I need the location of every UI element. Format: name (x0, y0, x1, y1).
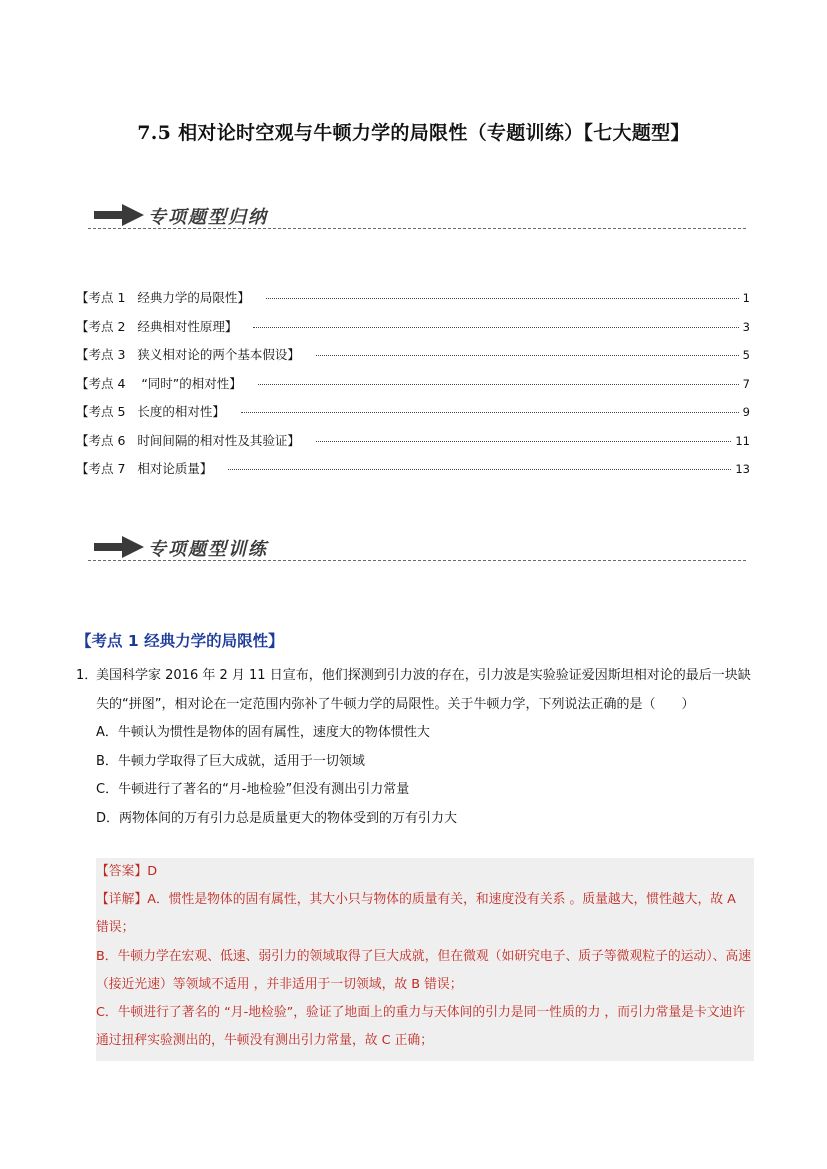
arrow-icon (94, 204, 144, 230)
banner-label: 专项题型归纳 (148, 207, 268, 228)
toc-item[interactable]: 【考点 2 经典相对性原理】 3 (76, 318, 750, 334)
detail-b: B．牛顿力学在宏观、低速、弱引力的领域取得了巨大成就，但在微观（如研究电子、质子等微观粒子的运动）、高速（接近光速）等领域不适用 ，并非适用于一切领域，故 B 错误； (96, 948, 752, 992)
detail-a: A．惯性是物体的固有属性，其大小只与物体的质量有关，和速度没有关系 。质量越大，惯性越大，故 A 错误； (96, 892, 736, 936)
section-banner-training (88, 532, 746, 566)
section-heading: 【考点 1 经典力学的局限性】 (76, 632, 284, 650)
divider (88, 228, 746, 229)
table-of-contents (76, 288, 750, 488)
question-stem: 美国科学家 2016 年 2 月 11 日宣布，他们探测到引力波的存在，引力波是实验验证爱因斯坦相对论的最后一块缺失的“拼图”，相对论在一定范围内弥补了牛顿力学的局限性。关于牛顿力学，下列说法正确的是（ ） (96, 668, 751, 712)
detail-line (96, 886, 752, 942)
arrow-icon (94, 536, 144, 562)
option-d: D．两物体间的万有引力总是质量更大的物体受到的万有引力大 (96, 810, 458, 826)
detail-label: 【详解】 (96, 892, 148, 908)
banner-label: 专项题型训练 (148, 539, 268, 560)
toc-item[interactable]: 【考点 3 狭义相对论的两个基本假设】 5 (76, 347, 750, 362)
option-b: B．牛顿力学取得了巨大成就，适用于一切领域 (96, 753, 365, 769)
toc-item[interactable]: 【考点 6 时间间隔的相对性及其验证】 11 (76, 432, 750, 448)
toc-item[interactable]: 【考点 5 长度的相对性】 9 (76, 404, 750, 419)
answer-line (96, 858, 752, 886)
option-a: A．牛顿认为惯性是物体的固有属性，速度大的物体惯性大 (96, 725, 430, 740)
document-title: 7.5 相对论时空观与牛顿力学的局限性（专题训练）【七大题型】 (137, 122, 690, 144)
answer-block (96, 858, 752, 1055)
toc-item[interactable]: 【考点 7 相对论质量】 13 (76, 461, 750, 476)
answer-value: D (147, 864, 158, 879)
section-banner-summary (88, 200, 746, 234)
option-c: C．牛顿进行了著名的“月-地检验”但没有测出引力常量 (96, 782, 410, 797)
answer-label: 【答案】 (96, 864, 148, 879)
detail-c: C．牛顿进行了著名的 “月-地检验”，验证了地面上的重力与天体间的引力是同一性质的力 ，而引力常量是卡文迪许通过扭秤实验测出的，牛顿没有测出引力常量，故 C 正确； (96, 1005, 746, 1049)
question-number: 1． (76, 668, 98, 683)
question-1 (76, 662, 754, 833)
divider (88, 560, 746, 561)
toc-item[interactable]: 【考点 1 经典力学的局限性】 1 (76, 290, 750, 305)
toc-item[interactable]: 【考点 4 “同时”的相对性】 7 (76, 375, 750, 391)
